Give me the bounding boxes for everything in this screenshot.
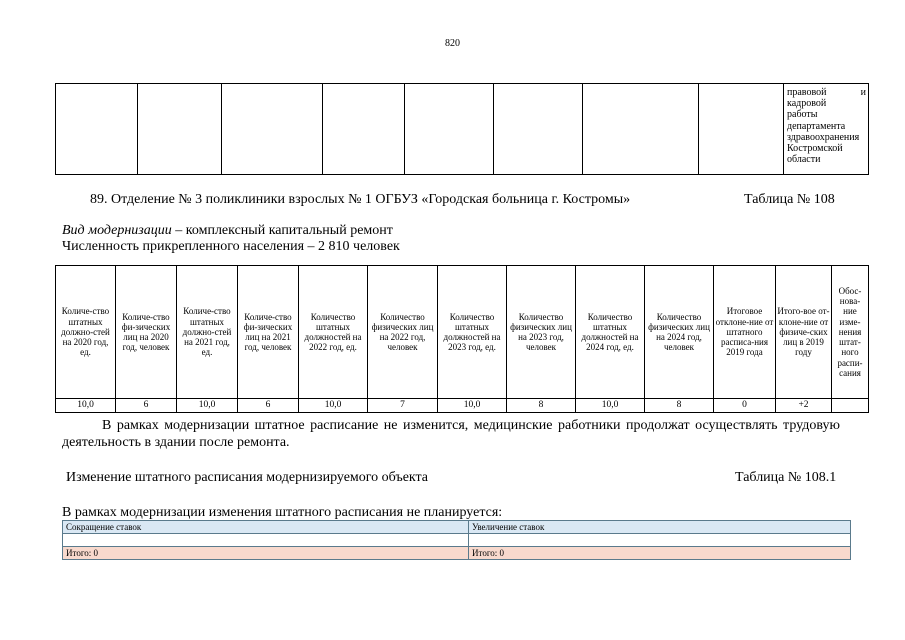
no-change-note: В рамках модернизации изменения штатного расписания не планируется: <box>62 505 503 520</box>
header-cell: Количе-ство штатных должно-стей на 2021 год, ед. <box>177 266 238 399</box>
page-number: 820 <box>445 38 460 49</box>
empty-cell <box>583 84 699 175</box>
value-cell: 6 <box>116 399 177 413</box>
value-cell: 10,0 <box>56 399 116 413</box>
table-number: Таблица № 108 <box>744 192 835 207</box>
value-cell: 10,0 <box>576 399 645 413</box>
value-cell <box>832 399 869 413</box>
section-title: 89. Отделение № 3 поликлиники взрослых № 1 ОГБУЗ «Городская больница г. Костромы» <box>90 192 631 207</box>
increase-total: Итого: 0 <box>469 547 851 560</box>
header-cell: Количество штатных должностей на 2024 год, ед. <box>576 266 645 399</box>
empty-cell <box>699 84 784 175</box>
value-cell: 7 <box>368 399 438 413</box>
body-paragraph: В рамках модернизации штатное расписание не изменится, медицинские работники продолжат осуществлять трудовую деятельность в здании после ремонта. <box>62 418 840 450</box>
increase-header: Увеличение ставок <box>469 521 851 534</box>
empty-cell <box>405 84 494 175</box>
header-cell: Количе-ство фи-зических лиц на 2021 год, человек <box>238 266 299 399</box>
empty-cell <box>323 84 405 175</box>
empty-cell <box>222 84 323 175</box>
modernization-type: Вид модернизации – комплексный капитальный ремонт <box>62 223 393 238</box>
header-cell: Итоговое отклоне-ние от штатного расписа-ния 2019 года <box>714 266 776 399</box>
header-cell: Количество физических лиц на 2024 год, человек <box>645 266 714 399</box>
staffing-change-table <box>62 520 851 560</box>
population-line: Численность прикрепленного населения – 2 810 человек <box>62 239 400 254</box>
staff-table <box>55 265 869 413</box>
responsible-cell: правовой и кадровой работы департамента здравоохранения Костромской области <box>784 84 869 175</box>
reduction-total: Итого: 0 <box>63 547 469 560</box>
empty-cell <box>494 84 583 175</box>
continued-table <box>55 83 869 175</box>
empty-cell <box>138 84 222 175</box>
staffing-change-title: Изменение штатного расписания модернизируемого объекта <box>66 470 429 485</box>
value-cell: 8 <box>507 399 576 413</box>
value-cell: 10,0 <box>299 399 368 413</box>
header-cell: Обос-нова-ние изме-нения штат-ного распи-сания <box>832 266 869 399</box>
value-cell: 10,0 <box>177 399 238 413</box>
value-cell: +2 <box>776 399 832 413</box>
header-cell: Количество физических лиц на 2022 год, человек <box>368 266 438 399</box>
value-cell: 10,0 <box>438 399 507 413</box>
value-cell: 6 <box>238 399 299 413</box>
reduction-header: Сокращение ставок <box>63 521 469 534</box>
header-cell: Количество штатных должностей на 2022 год, ед. <box>299 266 368 399</box>
empty-cell <box>469 534 851 547</box>
header-cell: Количество физических лиц на 2023 год, человек <box>507 266 576 399</box>
empty-cell <box>63 534 469 547</box>
header-cell: Количе-ство фи-зических лиц на 2020 год, человек <box>116 266 177 399</box>
value-cell: 8 <box>645 399 714 413</box>
header-cell: Количество штатных должностей на 2023 год, ед. <box>438 266 507 399</box>
empty-cell <box>56 84 138 175</box>
header-cell: Количе-ство штатных должно-стей на 2020 год, ед. <box>56 266 116 399</box>
header-cell: Итого-вое от-клоне-ние от физиче-ских лиц в 2019 году <box>776 266 832 399</box>
value-cell: 0 <box>714 399 776 413</box>
table-number: Таблица № 108.1 <box>735 470 837 485</box>
